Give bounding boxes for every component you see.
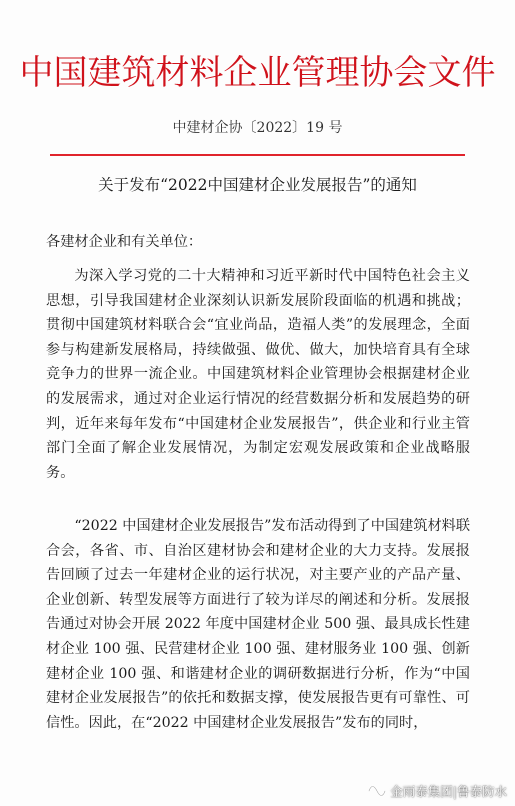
watermark [368,782,507,800]
document-number: 中建材企协〔2022〕19 号 [172,120,343,136]
body-paragraph-1: 为深入学习党的二十大精神和习近平新时代中国特色社会主义思想，引导我国建材企业深刻认识新发展阶段面临的机遇和挑战；贯彻中国建筑材料联合会“宜业尚品，造福人类”的发展理念，全面参与构建新发展格局，持续做强、做优、做大，加快培育具有全球竞争力的世界一流企业。中国建筑材料企业管理协会根据建材企业的发展需求，通过对企业运行情况的经营数据分析和发展趋势的研判，近年来每年发布“中国建材企业发展报告”，供企业和行业主管部门全面了解企业发展情况，为制定宏观发展政策和企业战略服务。 [46,268,470,481]
salutation: 各建材企业和有关单位： [46,234,203,250]
wechat-channel-icon [368,784,386,798]
document-header-title: 中国建筑材料企业管理协会文件 [19,53,496,93]
body-paragraph-2: “2022 中国建材企业发展报告”发布活动得到了中国建筑材料联合会，各省、市、自治区建材协会和建材企业的大力支持。发展报告回顾了过去一年建材企业的运行状况，对主要产业的产品产量、企业创新、转型发展等方面进行了较为详尽的阐述和分析。发展报告通过对协会开展 2022 年度中国建材企业 500 强、最具成长性建材企业 100 强、民营建材企业 100 强、建材服务业 100 强、创新建材企业 100 强、和谐建材企业的调研数据进行分析，作为“中国建材企业发展报告”的依托和数据支撑，使发展报告更有可靠性、可信性。因此，在“2022 中国建材企业发展报告”发布的同时， [46,518,471,731]
watermark-text: 金雨泰集团|鲁泰防水 [390,784,507,799]
notice-title: 关于发布“2022中国建材企业发展报告”的通知 [98,176,417,194]
red-divider-line [50,154,465,156]
